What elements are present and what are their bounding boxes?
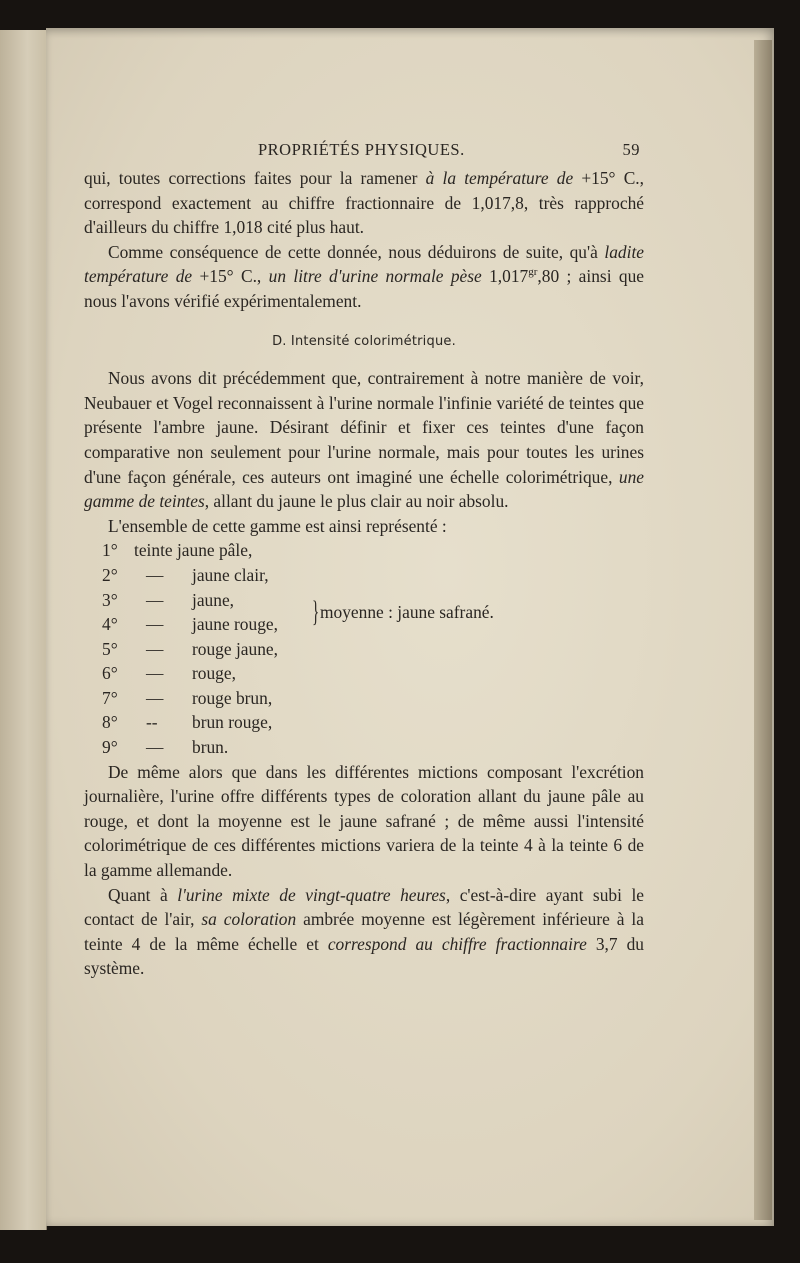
list-item: 1° teinte jaune pâle, [102, 540, 253, 561]
paragraph-2: Comme conséquence de cette donnée, nous déduirons de suite, qu'à ladite température de +15° C., un litre d'urine normale pèse $1,017^{gr},80$ ; ainsi que nous l'avons vérifié expérimentalement. [84, 241, 644, 311]
color-scale-list [84, 538, 644, 759]
header-title: PROPRIÉTÉS PHYSIQUES. [258, 140, 465, 159]
paragraph-1: qui, toutes corrections faites pour la ramener à la température de +15° C., correspond exactement au chiffre fractionnaire de 1,017,8, très rapproché d'ailleurs du chiffre 1,018 cité plus haut. [84, 168, 644, 238]
brace: } [312, 594, 320, 628]
list-item: 6° — rouge, [102, 663, 236, 684]
paragraph-4: L'ensemble de cette gamme est ainsi représenté : [108, 515, 447, 536]
paragraph-3: Nous avons dit précédemment que, contrairement à notre manière de voir, Neubauer et Vogel reconnaissent à l'urine normale l'infinie variété de teintes que présente l'ambre jaune. Désirant définir et fixer ces teintes d'une façon comparative non seulement pour l'urine normale, mais pour toutes les urines d'une façon générale, ces auteurs ont imaginé une échelle colorimétrique, une gamme de teintes, allant du jaune le plus clair au noir absolu. [84, 368, 644, 512]
paragraph-6: Quant à l'urine mixte de vingt-quatre heures, c'est-à-dire ayant subi le contact de l'air, sa coloration ambrée moyenne est légèrement inférieure à la teinte 4 de la même échelle et correspond au chiffre fractionnaire 3,7 du système. [84, 884, 645, 979]
list-item: 4° — jaune rouge, [102, 614, 278, 635]
list-item: 2° — jaune clair, [102, 564, 269, 585]
section-title: D. Intensité colorimétrique. [272, 333, 456, 349]
page-text [84, 130, 644, 981]
left-page-edge [0, 30, 47, 1230]
page-number: 59 [622, 140, 640, 159]
brace-note: moyenne : jaune safrané. [320, 601, 494, 622]
running-header [84, 130, 644, 166]
paragraph-5: De même alors que dans les différentes mictions composant l'excrétion journalière, l'urine offre différents types de coloration allant du jaune pâle au rouge, et dont la moyenne est le jaune safrané ; de même aussi l'intensité colorimétrique de ces différentes mictions variera de la teinte 4 à la teinte 6 de la gamme allemande. [84, 761, 644, 881]
list-item: 9° — brun. [102, 737, 229, 758]
list-item: 8° -- brun rouge, [102, 712, 273, 733]
page-edge-shadow [754, 40, 772, 1220]
list-item: 5° — rouge jaune, [102, 638, 278, 659]
list-item: 7° — rouge brun, [102, 687, 273, 708]
list-item: 3° — jaune, } moyenne : jaune safrané. [84, 588, 644, 613]
